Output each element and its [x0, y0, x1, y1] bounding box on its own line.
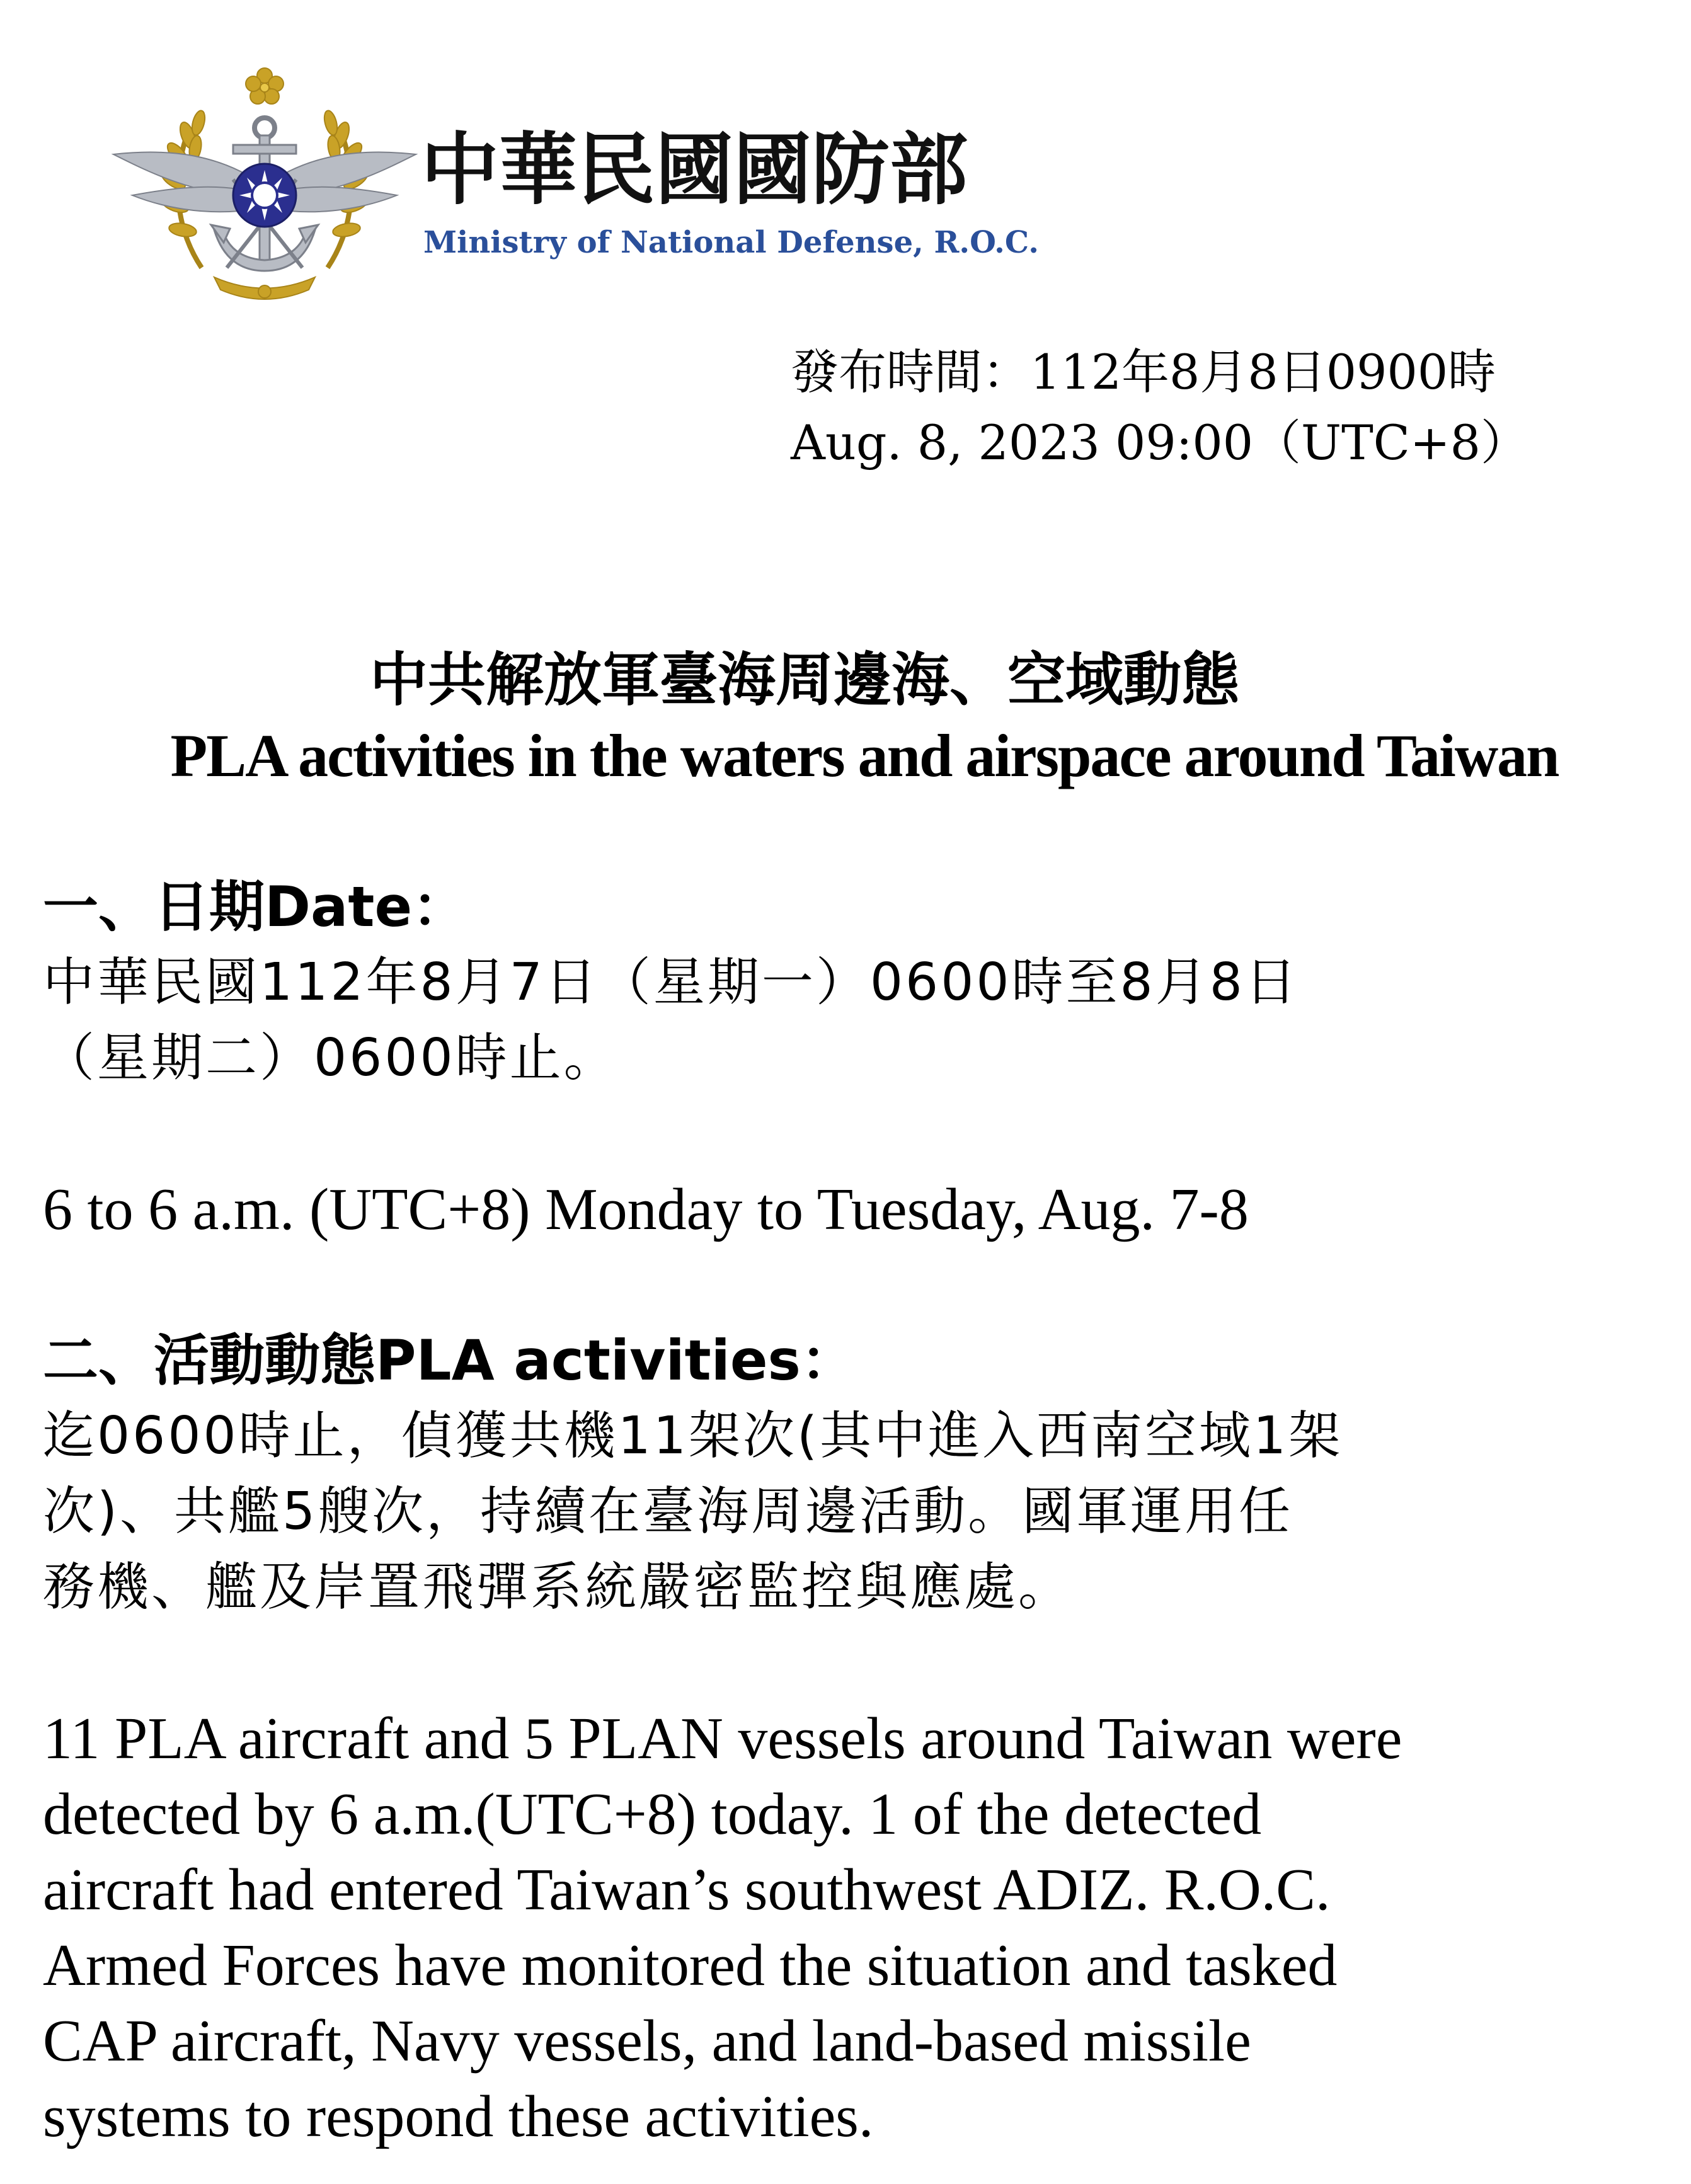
plum-blossom-icon [246, 68, 284, 104]
release-time-zh: 發布時間：112年8月8日0900時 [791, 344, 1496, 400]
date-zh-line-2: （星期二）0600時止。 [43, 1028, 618, 1088]
activities-en-line-3: aircraft had entered Taiwan’s southwest ADIZ. R.O.C. [43, 1857, 1331, 1923]
release-time-en: Aug. 8, 2023 09:00（UTC+8） [791, 415, 1528, 471]
date-en: 6 to 6 a.m. (UTC+8) Monday to Tuesday, Aug. 7-8 [43, 1177, 1249, 1242]
activities-en-line-4: Armed Forces have monitored the situation and tasked [43, 1933, 1338, 1998]
org-name-zh: 中華民國國防部 [421, 125, 968, 215]
activities-zh-line-3: 務機、艦及岸置飛彈系統嚴密監控與應處。 [43, 1557, 1073, 1617]
org-name-en: Ministry of National Defense, R.O.C. [423, 225, 1039, 260]
activities-zh-line-1: 迄0600時止，偵獲共機11架次(其中進入西南空域1架 [43, 1406, 1343, 1466]
activities-en-line-1: 11 PLA aircraft and 5 PLAN vessels around Taiwan were [43, 1706, 1402, 1771]
section-date [43, 869, 1656, 1247]
activities-en [43, 1701, 1656, 2154]
activities-en-line-6: systems to respond these activities. [43, 2084, 874, 2149]
sun-emblem-icon [233, 164, 296, 227]
ministry-emblem [107, 60, 422, 312]
activities-zh-line-2: 次)、共艦5艘次，持續在臺海周邊活動。國軍運用任 [43, 1482, 1293, 1541]
page-title-zh: 中共解放軍臺海周邊海、空域動態 [369, 646, 1239, 714]
section-activities-heading: 二、活動動態PLA activities： [43, 1328, 856, 1393]
release-time [791, 337, 1528, 478]
activities-en-line-2: detected by 6 a.m.(UTC+8) today. 1 of the detected [43, 1781, 1262, 1847]
date-zh-line-1: 中華民國112年8月7日（星期一）0600時至8月8日 [43, 952, 1299, 1012]
section-activities [43, 1323, 1656, 2154]
section-date-heading: 一、日期Date： [43, 874, 468, 939]
page-title-en: PLA activities in the waters and airspace around Taiwan [170, 722, 1559, 789]
activities-en-line-5: CAP aircraft, Navy vessels, and land-based missile [43, 2008, 1251, 2074]
